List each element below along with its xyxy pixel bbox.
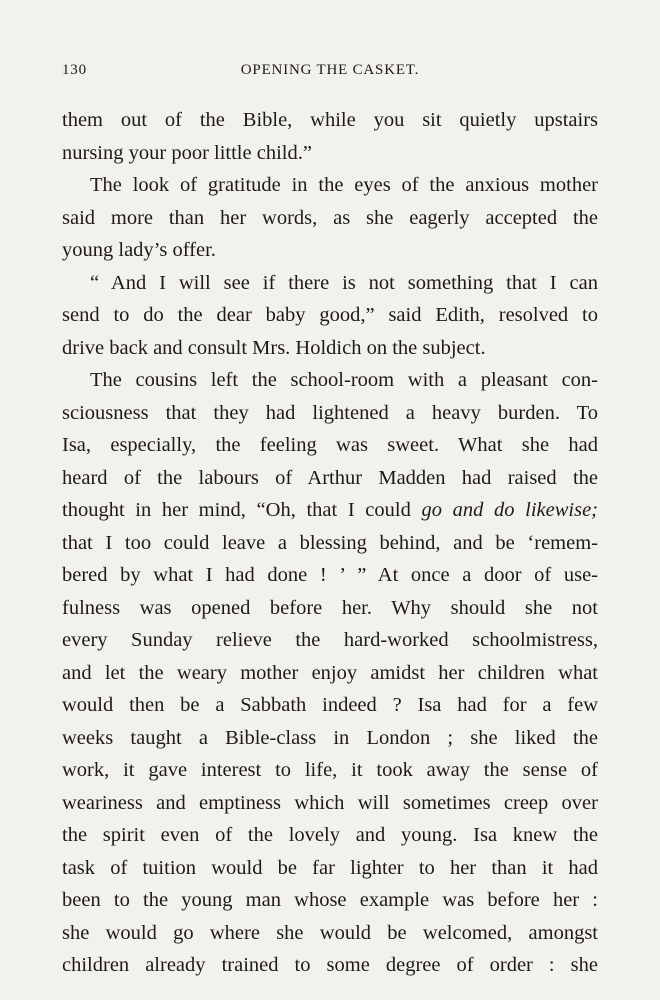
text-line: Isa, especially, the feeling was sweet. What she had <box>62 434 598 456</box>
running-title: OPENING THE CASKET. <box>240 62 420 78</box>
text-line: nursing your poor little child.” <box>62 141 312 164</box>
text-line: weariness and emptiness which will sometimes creep over <box>62 791 598 814</box>
text-line: drive back and consult Mrs. Holdich on the subject. <box>62 336 486 359</box>
text-line-with-italic <box>62 494 598 527</box>
text-line: work, it gave interest to life, it took away the sense of <box>62 759 598 781</box>
page-number: 130 <box>62 62 87 78</box>
text-line: sciousness that they had lightened a heavy burden. To <box>62 401 598 424</box>
text-line: said more than her words, as she eagerly accepted the <box>62 206 598 229</box>
text-line: the spirit even of the lovely and young. Isa knew the <box>62 824 598 846</box>
italic-quote: go and do likewise; <box>421 499 598 521</box>
text-line: and let the weary mother enjoy amidst her children what <box>62 661 598 684</box>
page-header <box>62 62 598 86</box>
text-line: them out of the Bible, while you sit quietly upstairs <box>62 109 598 131</box>
text-line: would then be a Sabbath indeed ? Isa had for a few <box>62 694 598 716</box>
text-line: she would go where she would be welcomed, amongst <box>62 921 598 944</box>
text-line: been to the young man whose example was before her : <box>62 889 598 911</box>
text-line: every Sunday relieve the hard-worked schoolmistress, <box>62 629 598 651</box>
text-line: The cousins left the school-room with a pleasant con- <box>90 369 598 391</box>
text-line: The look of gratitude in the eyes of the anxious mother <box>90 174 598 196</box>
text-line: weeks taught a Bible-class in London ; she liked the <box>62 726 598 749</box>
text-line: young lady’s offer. <box>62 239 216 261</box>
line-text: thought in her mind, “Oh, that I could <box>62 499 422 521</box>
body-text <box>62 104 598 982</box>
text-line: task of tuition would be far lighter to her than it had <box>62 856 598 879</box>
text-line: that I too could leave a blessing behind, and be ‘remem- <box>62 531 598 554</box>
text-line: fulness was opened before her. Why should she not <box>62 596 598 619</box>
text-line: send to do the dear baby good,” said Edith, resolved to <box>62 304 598 326</box>
text-line: bered by what I had done ! ’ ” At once a door of use- <box>62 564 598 586</box>
text-line: heard of the labours of Arthur Madden had raised the <box>62 466 598 489</box>
text-line: children already trained to some degree of order : she <box>62 954 598 976</box>
text-line: “ And I will see if there is not something that I can <box>90 271 598 294</box>
